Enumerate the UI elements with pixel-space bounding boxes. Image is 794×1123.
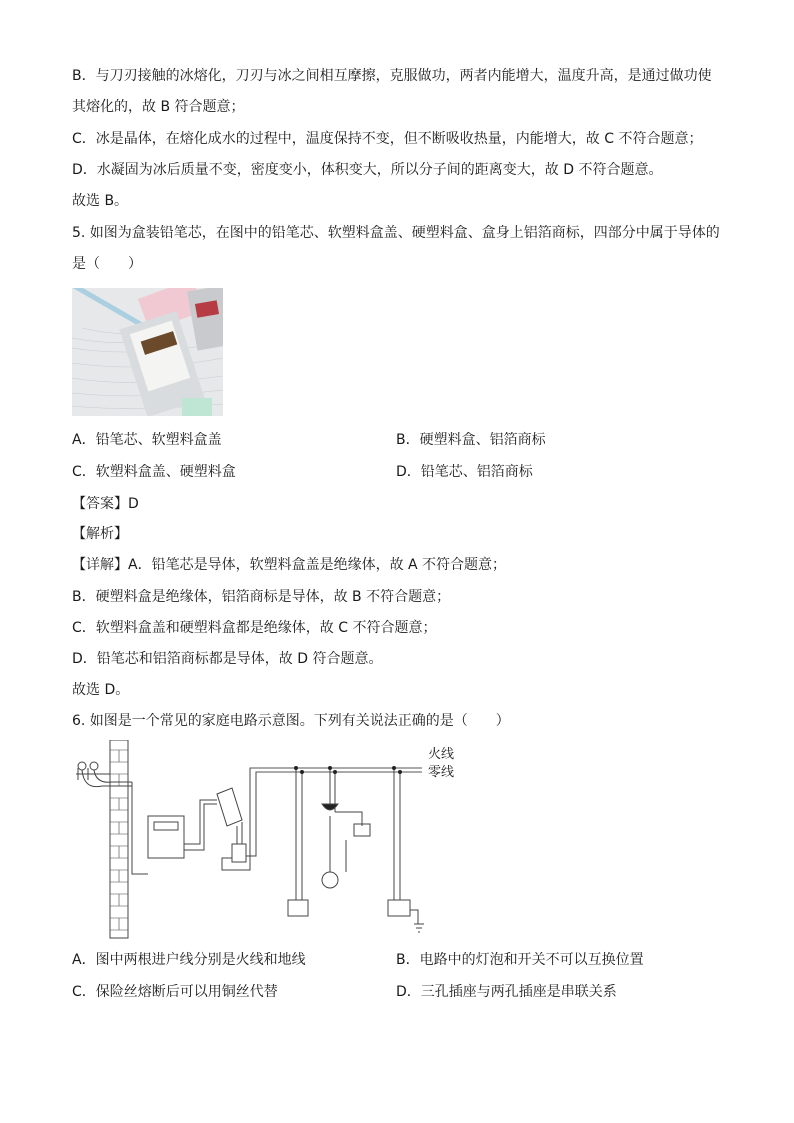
answer-text-d: D．水凝固为冰后质量不变，密度变小，体积变大，所以分子间的距离变大，故 D 不符合题意。 [72,162,663,178]
q5-detail-b: B．硬塑料盒是绝缘体，铝箔商标是导体，故 B 不符合题意； [72,589,451,605]
q5-option-a: A．铅笔芯、软塑料盒盖 [72,432,222,448]
question-5-stem-cont: 是（ ） [72,256,142,272]
q5-answer: 【答案】D [72,496,139,512]
question-5-stem: 5. 如图为盒装铅笔芯，在图中的铅笔芯、软塑料盒盖、硬塑料盒、盒身上铝箔商标，四部分中属于导体的 [72,225,720,241]
q6-option-c: C．保险丝熔断后可以用铜丝代替 [72,984,278,1000]
q5-option-b: B．硬塑料盒、铝箔商标 [396,432,546,448]
answer-text-c: C．冰是晶体，在熔化成水的过程中，温度保持不变，但不断吸收热量，内能增大，故 C 不符合题意； [72,131,703,147]
household-circuit-diagram [72,740,472,940]
q5-detail-d: D．铅笔芯和铝箔商标都是导体，故 D 符合题意。 [72,651,383,667]
q5-choice: 故选 D。 [72,682,130,698]
answer-text-b-cont: 其熔化的，故 B 符合题意； [72,99,245,115]
q6-option-b: B．电路中的灯泡和开关不可以互换位置 [396,952,644,968]
q6-option-a: A．图中两根进户线分别是火线和地线 [72,952,306,968]
answer-text-b: B．与刀刃接触的冰熔化，刀刃与冰之间相互摩擦，克服做功，两者内能增大，温度升高，是通过做功使 [72,68,712,84]
question-6-stem: 6. 如图是一个常见的家庭电路示意图。下列有关说法正确的是（ ） [72,713,510,729]
q5-option-d: D．铅笔芯、铝箔商标 [396,464,533,480]
q5-detail-a: 【详解】A．铅笔芯是导体，软塑料盒盖是绝缘体，故 A 不符合题意； [72,557,507,573]
pencil-lead-box-photo [72,288,223,416]
q5-detail-c: C．软塑料盒盖和硬塑料盒都是绝缘体，故 C 不符合题意； [72,620,437,636]
answer-choice: 故选 B。 [72,193,129,209]
q6-option-d: D．三孔插座与两孔插座是串联关系 [396,984,617,1000]
neutral-wire-label: 零线 [428,765,455,780]
q5-option-c: C．软塑料盒盖、硬塑料盒 [72,464,236,480]
q5-analysis-heading: 【解析】 [72,526,128,542]
live-wire-label: 火线 [428,747,455,762]
